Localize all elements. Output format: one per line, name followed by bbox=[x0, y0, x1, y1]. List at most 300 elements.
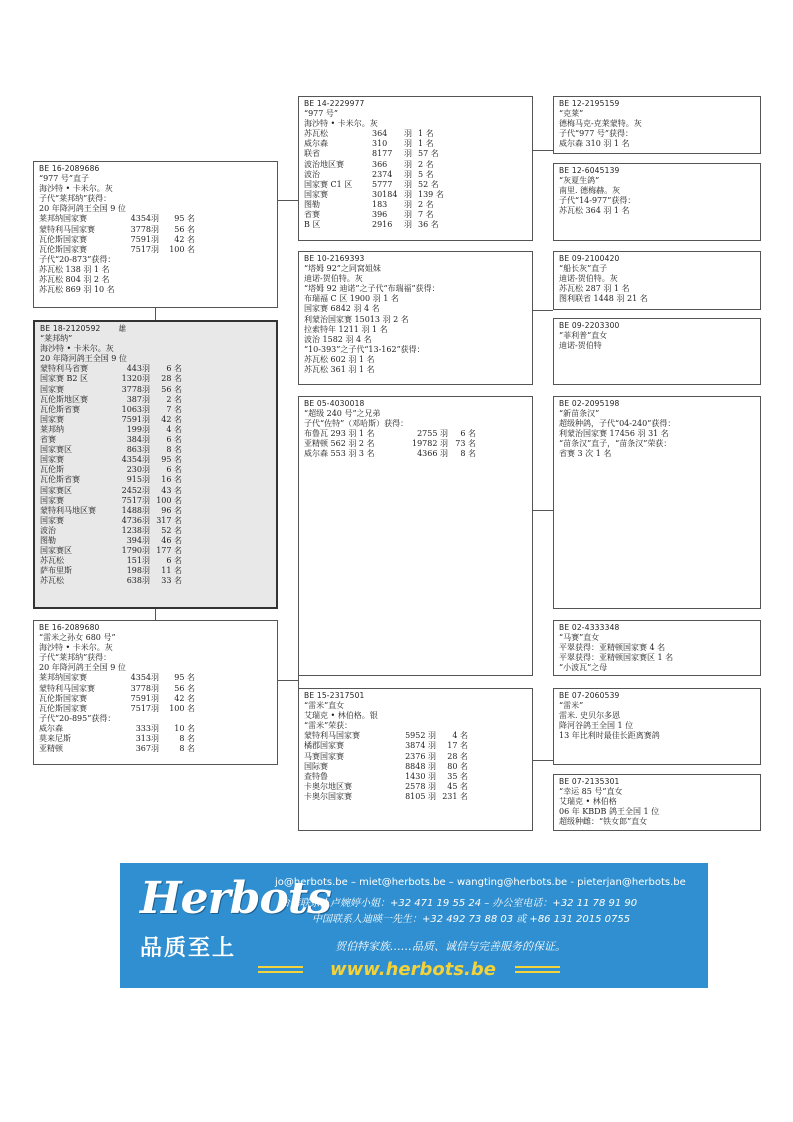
result-cell: 8177 bbox=[372, 149, 393, 159]
result-cell: 羽 bbox=[151, 234, 159, 244]
results-list bbox=[304, 129, 527, 230]
title: 20 年降河鸽王全国 9 位 bbox=[39, 663, 126, 673]
result-cell: 1238 bbox=[121, 525, 142, 535]
decorative-line-left bbox=[258, 966, 303, 968]
result-cell: 2 名 bbox=[418, 159, 434, 169]
breeder: 海沙特 • 卡米尔。灰 bbox=[39, 184, 113, 194]
result-cell: 图勒 bbox=[40, 535, 56, 545]
ring-number: BE 09-2203300 bbox=[559, 321, 620, 330]
notes-list bbox=[559, 331, 755, 351]
result-cell: 布鲁瓦 293 羽 1 名 bbox=[304, 429, 375, 439]
result-cell: 2452 bbox=[121, 485, 142, 495]
result-cell: 95 名 bbox=[174, 673, 195, 683]
result-cell: 139 名 bbox=[418, 189, 444, 199]
result-cell: 7591 bbox=[130, 693, 151, 703]
result-cell: 羽 bbox=[142, 455, 150, 465]
result-cell: 联省 bbox=[304, 149, 320, 159]
result-cell: 羽 bbox=[151, 244, 159, 254]
result-cell: 瓦伦斯 bbox=[40, 465, 64, 475]
result-cell: 4736 bbox=[121, 515, 142, 525]
notes-list bbox=[559, 264, 755, 304]
result-row bbox=[40, 374, 271, 384]
result-cell: 915 bbox=[126, 475, 142, 485]
result-cell: 3874 羽 bbox=[405, 741, 436, 751]
result-cell: 863 bbox=[126, 445, 142, 455]
result-cell: 莫来尼斯 bbox=[39, 734, 71, 744]
result-row bbox=[39, 225, 272, 235]
result-cell: 396 bbox=[372, 210, 388, 220]
ring-number: BE 16-2089686 bbox=[39, 164, 100, 173]
decorative-line-right bbox=[515, 966, 560, 968]
result-cell: 1430 羽 bbox=[405, 771, 436, 781]
result-cell: 4366 羽 bbox=[417, 449, 448, 459]
result-row bbox=[304, 752, 527, 762]
result-cell: 8 名 bbox=[179, 734, 195, 744]
taiwan-contact: 台湾联系人卢婉婷小姐：+32 471 19 55 24 – 办公室电话：+32 11 78 91 90 bbox=[280, 898, 638, 909]
result-row bbox=[304, 429, 527, 439]
result-row bbox=[304, 149, 527, 159]
result-cell: 2 名 bbox=[418, 199, 434, 209]
result-cell: 瓦伦斯省赛 bbox=[40, 404, 80, 414]
result-cell: 3778 bbox=[130, 224, 151, 234]
result-cell: 230 bbox=[126, 465, 142, 475]
result-cell: 瓦伦斯省赛 bbox=[40, 475, 80, 485]
result-cell: 羽 bbox=[142, 495, 150, 505]
result-cell: 国际赛 bbox=[304, 761, 328, 771]
herbots-logo: Herbots bbox=[140, 873, 331, 924]
result-cell: 638 bbox=[126, 576, 142, 586]
result-row bbox=[40, 506, 271, 516]
result-cell: 45 名 bbox=[447, 781, 468, 791]
result-row bbox=[40, 496, 271, 506]
result-cell: 羽 bbox=[151, 734, 159, 744]
result-row bbox=[40, 425, 271, 435]
ring-id: BE 18-2120592 bbox=[40, 324, 101, 333]
result-cell: 查特鲁 bbox=[304, 771, 328, 781]
result-cell: 羽 bbox=[151, 744, 159, 754]
result-cell: 3778 bbox=[121, 384, 142, 394]
result-cell: 羽 bbox=[404, 149, 412, 159]
text-line: 苏瓦松 804 羽 2 名 bbox=[39, 275, 110, 285]
result-cell: 95 名 bbox=[174, 214, 195, 224]
text-line: 迪诺-贺伯特 bbox=[559, 341, 602, 351]
result-row bbox=[39, 235, 272, 245]
result-cell: 莱邦纳国家赛 bbox=[39, 673, 87, 683]
result-cell: 394 bbox=[126, 535, 142, 545]
result-cell: 国家赛 bbox=[304, 189, 328, 199]
result-row bbox=[39, 704, 272, 714]
connector bbox=[278, 200, 298, 201]
text-line: “克莱” bbox=[559, 109, 584, 119]
result-cell: 亚精顿 562 羽 2 名 bbox=[304, 439, 375, 449]
result-cell: 蒙特利马国家赛 bbox=[39, 683, 95, 693]
result-cell: 羽 bbox=[142, 515, 150, 525]
text-line: 子代“20-873”获得： bbox=[39, 254, 116, 264]
result-cell: 7591 bbox=[130, 234, 151, 244]
text-line: 威尔森 310 羽 1 名 bbox=[559, 139, 630, 149]
notes-list bbox=[559, 176, 755, 216]
ring-number: BE 15-2317501 bbox=[304, 691, 365, 700]
result-cell: 8 名 bbox=[179, 744, 195, 754]
slogan: 品质至上 bbox=[140, 936, 237, 961]
result-row bbox=[304, 170, 527, 180]
result-cell: 羽 bbox=[142, 546, 150, 556]
text-line: 子代“佐特”（邓哈斯）获得： bbox=[304, 419, 409, 429]
result-cell: 28 名 bbox=[447, 751, 468, 761]
result-cell: 羽 bbox=[142, 465, 150, 475]
result-cell: 省赛 bbox=[304, 210, 320, 220]
text-line: “塔姆 92”之同窝姐妹 bbox=[304, 264, 381, 274]
ring-number: BE 02-2095198 bbox=[559, 399, 620, 408]
result-cell: 国家赛 C1 区 bbox=[304, 179, 353, 189]
text-line: “新苗条汉” bbox=[559, 409, 600, 419]
result-cell: 4354 bbox=[130, 673, 151, 683]
result-cell: 羽 bbox=[151, 224, 159, 234]
notes-list bbox=[304, 264, 527, 375]
result-cell: 317 名 bbox=[156, 515, 182, 525]
result-cell: 国家赛 B2 区 bbox=[40, 374, 89, 384]
result-cell: 羽 bbox=[142, 566, 150, 576]
result-cell: 1 名 bbox=[418, 139, 434, 149]
dss-card bbox=[553, 396, 761, 609]
text-line: 图利联省 1448 羽 21 名 bbox=[559, 294, 648, 304]
result-cell: 4 名 bbox=[452, 731, 468, 741]
result-cell: 57 名 bbox=[418, 149, 439, 159]
dam-dam-card bbox=[298, 688, 533, 831]
result-cell: 52 名 bbox=[161, 525, 182, 535]
result-cell: 2578 羽 bbox=[405, 781, 436, 791]
result-cell: 5777 bbox=[372, 179, 393, 189]
result-cell: 国家赛 bbox=[40, 455, 64, 465]
title: 20 年降河鸽王全国 9 位 bbox=[39, 204, 126, 214]
result-cell: 313 bbox=[135, 734, 151, 744]
notes-list bbox=[39, 255, 272, 295]
result-cell: 瓦伦斯国家赛 bbox=[39, 234, 87, 244]
result-cell: 羽 bbox=[142, 435, 150, 445]
result-cell: 384 bbox=[126, 435, 142, 445]
result-cell: 苏瓦松 bbox=[304, 129, 328, 139]
connector bbox=[278, 680, 298, 681]
result-cell: 43 名 bbox=[161, 485, 182, 495]
text-line: 降河谷鸽王全国 1 位 bbox=[559, 721, 634, 731]
result-cell: 387 bbox=[126, 394, 142, 404]
result-row bbox=[40, 576, 271, 586]
ring-number: BE 07-2060539 bbox=[559, 691, 620, 700]
ring-number: BE 12-2195159 bbox=[559, 99, 620, 108]
result-cell: 96 名 bbox=[161, 505, 182, 515]
result-cell: 国家赛区 bbox=[40, 485, 72, 495]
result-cell: 羽 bbox=[151, 683, 159, 693]
ring-number: BE 14-2229977 bbox=[304, 99, 365, 108]
offspring-note: 子代“莱邦纳”获得： bbox=[39, 653, 112, 663]
result-cell: 33 名 bbox=[161, 576, 182, 586]
result-cell: 羽 bbox=[142, 414, 150, 424]
result-cell: 7517 bbox=[121, 495, 142, 505]
result-cell: 4 名 bbox=[166, 424, 182, 434]
sss-card bbox=[553, 96, 761, 154]
result-cell: 6 名 bbox=[460, 429, 476, 439]
result-cell: 羽 bbox=[142, 404, 150, 414]
result-cell: 瓦伦斯国家赛 bbox=[39, 244, 87, 254]
result-cell: 瓦伦斯国家赛 bbox=[39, 693, 87, 703]
result-row bbox=[40, 455, 271, 465]
result-row bbox=[304, 160, 527, 170]
result-cell: 310 bbox=[372, 139, 388, 149]
text-line: 迪诺-贺伯特。灰 bbox=[304, 274, 363, 284]
result-cell: 366 bbox=[372, 159, 388, 169]
result-cell: 80 名 bbox=[447, 761, 468, 771]
result-cell: 333 bbox=[135, 723, 151, 733]
result-cell: 马赛国家赛 bbox=[304, 751, 344, 761]
result-cell: 231 名 bbox=[442, 791, 468, 801]
text-line: 子代“977 号”获得： bbox=[559, 129, 633, 139]
result-cell: 42 名 bbox=[161, 414, 182, 424]
ring-number: BE 12-6045139 bbox=[559, 166, 620, 175]
result-cell: 7591 bbox=[121, 414, 142, 424]
result-cell: 8 名 bbox=[166, 445, 182, 455]
result-row bbox=[304, 200, 527, 210]
ring-number: BE 16-2089680 bbox=[39, 623, 100, 632]
result-cell: 橘郡国家赛 bbox=[304, 741, 344, 751]
notes-list bbox=[559, 787, 755, 827]
result-row bbox=[40, 556, 271, 566]
result-cell: 2 名 bbox=[166, 394, 182, 404]
result-cell: 10 名 bbox=[174, 723, 195, 733]
results-list bbox=[39, 214, 272, 254]
sire-sire-card bbox=[298, 96, 533, 241]
herbots-banner bbox=[120, 863, 708, 988]
result-cell: 羽 bbox=[142, 576, 150, 586]
result-row bbox=[40, 566, 271, 576]
result-cell: 羽 bbox=[151, 723, 159, 733]
result-cell: 19782 羽 bbox=[412, 439, 448, 449]
text-line: 拉索特年 1211 羽 1 名 bbox=[304, 324, 388, 334]
result-cell: 42 名 bbox=[174, 234, 195, 244]
result-cell: 46 名 bbox=[161, 535, 182, 545]
result-cell: 国家赛区 bbox=[40, 445, 72, 455]
website-link[interactable]: www.herbots.be bbox=[330, 959, 496, 980]
connector bbox=[533, 760, 553, 761]
ring-number: BE 02-4333348 bbox=[559, 623, 620, 632]
ring-number: BE 05-4030018 bbox=[304, 399, 365, 408]
text-line: 平翠获得：亚精顿国家赛区 1 名 bbox=[559, 653, 674, 663]
notes-list bbox=[304, 701, 527, 731]
result-cell: 羽 bbox=[151, 703, 159, 713]
notes-list bbox=[559, 409, 755, 459]
result-row bbox=[39, 694, 272, 704]
result-cell: 56 名 bbox=[174, 224, 195, 234]
result-cell: 6 名 bbox=[166, 435, 182, 445]
result-cell: 6 名 bbox=[166, 364, 182, 374]
result-row bbox=[40, 435, 271, 445]
ddd-card bbox=[553, 774, 761, 831]
ssd-card bbox=[553, 163, 761, 241]
result-cell: 羽 bbox=[142, 374, 150, 384]
result-cell: 波治 bbox=[40, 525, 56, 535]
result-cell: 省赛 bbox=[40, 435, 56, 445]
text-line: “10-393”之子代“13-162”获得： bbox=[304, 344, 425, 354]
motto: 贺伯特家族……品质、诚信与完善服务的保证。 bbox=[335, 940, 566, 953]
result-row bbox=[40, 536, 271, 546]
result-row bbox=[40, 364, 271, 374]
sire-dam-card bbox=[298, 251, 533, 385]
connector bbox=[533, 510, 553, 511]
text-line: 超级种鸽，子代“04-240”获得： bbox=[559, 419, 676, 429]
result-cell: 羽 bbox=[142, 364, 150, 374]
result-cell: 56 名 bbox=[174, 683, 195, 693]
results-list bbox=[39, 673, 272, 713]
result-cell: 瓦伦斯地区赛 bbox=[40, 394, 88, 404]
result-cell: 151 bbox=[126, 556, 142, 566]
result-cell: 42 名 bbox=[174, 693, 195, 703]
result-row bbox=[39, 245, 272, 255]
result-cell: 羽 bbox=[151, 673, 159, 683]
sex: 雄 bbox=[118, 324, 127, 333]
text-line: 利蒙治国家赛 17456 羽 31 名 bbox=[559, 429, 669, 439]
connector bbox=[533, 310, 553, 311]
result-cell: 羽 bbox=[404, 169, 412, 179]
connector bbox=[155, 609, 156, 620]
result-cell: 100 名 bbox=[169, 703, 195, 713]
text-line: 迪诺-贺伯特。灰 bbox=[559, 274, 618, 284]
result-row bbox=[304, 449, 527, 459]
text-line: “灰夏生鸽” bbox=[559, 176, 600, 186]
result-cell: 17 名 bbox=[447, 741, 468, 751]
result-cell: 7 名 bbox=[418, 210, 434, 220]
text-line: “雷米”直女 bbox=[304, 701, 345, 711]
text-line: “船长灰”直子 bbox=[559, 264, 608, 274]
result-row bbox=[39, 684, 272, 694]
result-cell: 28 名 bbox=[161, 374, 182, 384]
result-cell: 羽 bbox=[142, 525, 150, 535]
offspring-note: 子代“莱邦纳”获得： bbox=[39, 194, 112, 204]
text-line: 艾瑞克 • 林伯格。银 bbox=[304, 711, 378, 721]
result-row bbox=[304, 731, 527, 741]
dam-card bbox=[33, 620, 278, 765]
result-cell: 1320 bbox=[121, 374, 142, 384]
result-cell: 苏瓦松 bbox=[40, 576, 64, 586]
result-cell: 羽 bbox=[404, 210, 412, 220]
result-cell: 羽 bbox=[142, 475, 150, 485]
dsd-card bbox=[553, 620, 761, 676]
breeder: 海沙特 • 卡米尔。灰 bbox=[39, 643, 113, 653]
result-row bbox=[304, 190, 527, 200]
result-cell: 羽 bbox=[142, 505, 150, 515]
result-cell: 羽 bbox=[142, 535, 150, 545]
result-cell: 羽 bbox=[151, 214, 159, 224]
result-cell: 羽 bbox=[404, 129, 412, 139]
result-cell: 52 名 bbox=[418, 179, 439, 189]
result-cell: 3778 bbox=[130, 683, 151, 693]
text-line: 06 年 KBDB 鸽王全国 1 位 bbox=[559, 807, 660, 817]
result-cell: 5 名 bbox=[418, 169, 434, 179]
result-row bbox=[304, 762, 527, 772]
text-line: “苗条汉”直子，“苗条汉”荣获： bbox=[559, 439, 672, 449]
result-row bbox=[39, 724, 272, 734]
result-cell: 瓦伦斯国家赛 bbox=[39, 703, 87, 713]
result-cell: 国家赛 bbox=[40, 414, 64, 424]
result-cell: 图勒 bbox=[304, 199, 320, 209]
results-list bbox=[304, 731, 527, 802]
result-cell: 1790 bbox=[121, 546, 142, 556]
result-cell: 7517 bbox=[130, 703, 151, 713]
text-line: “塔姆 92 迪诺”之子代“布瑞福”获得： bbox=[304, 284, 440, 294]
text-line: 省赛 3 次 1 名 bbox=[559, 449, 612, 459]
ring-number: BE 10-2169393 bbox=[304, 254, 365, 263]
result-cell: 2376 羽 bbox=[405, 751, 436, 761]
result-row bbox=[40, 395, 271, 405]
result-cell: 1 名 bbox=[418, 129, 434, 139]
result-cell: 威尔森 bbox=[39, 723, 63, 733]
notes-list bbox=[559, 109, 755, 149]
text-line: 利蒙治国家赛 15013 羽 2 名 bbox=[304, 314, 409, 324]
result-row bbox=[304, 180, 527, 190]
text-line: 雷米. 史贝尔多恩 bbox=[559, 711, 621, 721]
result-cell: 羽 bbox=[142, 445, 150, 455]
result-cell: 30184 bbox=[372, 189, 398, 199]
result-cell: 8848 羽 bbox=[405, 761, 436, 771]
result-cell: 36 名 bbox=[418, 220, 439, 230]
result-row bbox=[40, 516, 271, 526]
result-cell: 16 名 bbox=[161, 475, 182, 485]
dds-card bbox=[553, 688, 761, 765]
result-cell: 亚精顿 bbox=[39, 744, 63, 754]
result-cell: 95 名 bbox=[161, 455, 182, 465]
result-row bbox=[39, 744, 272, 754]
text-line: 苏瓦松 602 羽 1 名 bbox=[304, 354, 375, 364]
result-cell: 羽 bbox=[404, 159, 412, 169]
result-cell: 蒙特利马地区赛 bbox=[40, 505, 96, 515]
result-row bbox=[304, 220, 527, 230]
result-row bbox=[304, 210, 527, 220]
result-cell: 35 名 bbox=[447, 771, 468, 781]
result-row bbox=[39, 734, 272, 744]
result-cell: 177 名 bbox=[156, 546, 182, 556]
result-row bbox=[40, 405, 271, 415]
result-cell: 198 bbox=[126, 566, 142, 576]
text-line: “菲利普”直女 bbox=[559, 331, 608, 341]
result-cell: 1063 bbox=[121, 404, 142, 414]
result-row bbox=[304, 782, 527, 792]
text-line: “幸运 85 号”直女 bbox=[559, 787, 623, 797]
breeder: 海沙特 • 卡米尔。灰 bbox=[40, 344, 114, 354]
result-cell: 蒙特利马国家赛 bbox=[39, 224, 95, 234]
result-row bbox=[40, 526, 271, 536]
result-cell: 2374 bbox=[372, 169, 393, 179]
text-line: 苏瓦松 364 羽 1 名 bbox=[559, 206, 630, 216]
email-contacts[interactable]: jo@herbots.be – miet@herbots.be – wangting@herbots.be - pieterjan@herbots.be bbox=[275, 877, 686, 888]
results-list bbox=[40, 364, 271, 586]
result-cell: 苏瓦松 bbox=[40, 556, 64, 566]
title: 20 年降河鸽王全国 9 位 bbox=[40, 354, 127, 364]
notes-list bbox=[559, 633, 755, 673]
decorative-line-left bbox=[258, 971, 303, 973]
text-line: 子代“14-977”获得： bbox=[559, 196, 636, 206]
result-cell: 莱邦纳国家赛 bbox=[39, 214, 87, 224]
result-cell: 威尔森 bbox=[304, 139, 328, 149]
result-cell: 2916 bbox=[372, 220, 393, 230]
pigeon-name: “977 号”直子 bbox=[39, 174, 89, 184]
ring-number: BE 09-2100420 bbox=[559, 254, 620, 263]
result-cell: 羽 bbox=[404, 199, 412, 209]
text-line: “超级 240 号”之兄弟 bbox=[304, 409, 381, 419]
text-line: “雷米”荣获： bbox=[304, 721, 353, 731]
result-row bbox=[304, 439, 527, 449]
result-cell: 183 bbox=[372, 199, 388, 209]
subject-card bbox=[33, 320, 278, 609]
result-row bbox=[304, 792, 527, 802]
result-cell: 蒙特利马国家赛 bbox=[304, 731, 360, 741]
